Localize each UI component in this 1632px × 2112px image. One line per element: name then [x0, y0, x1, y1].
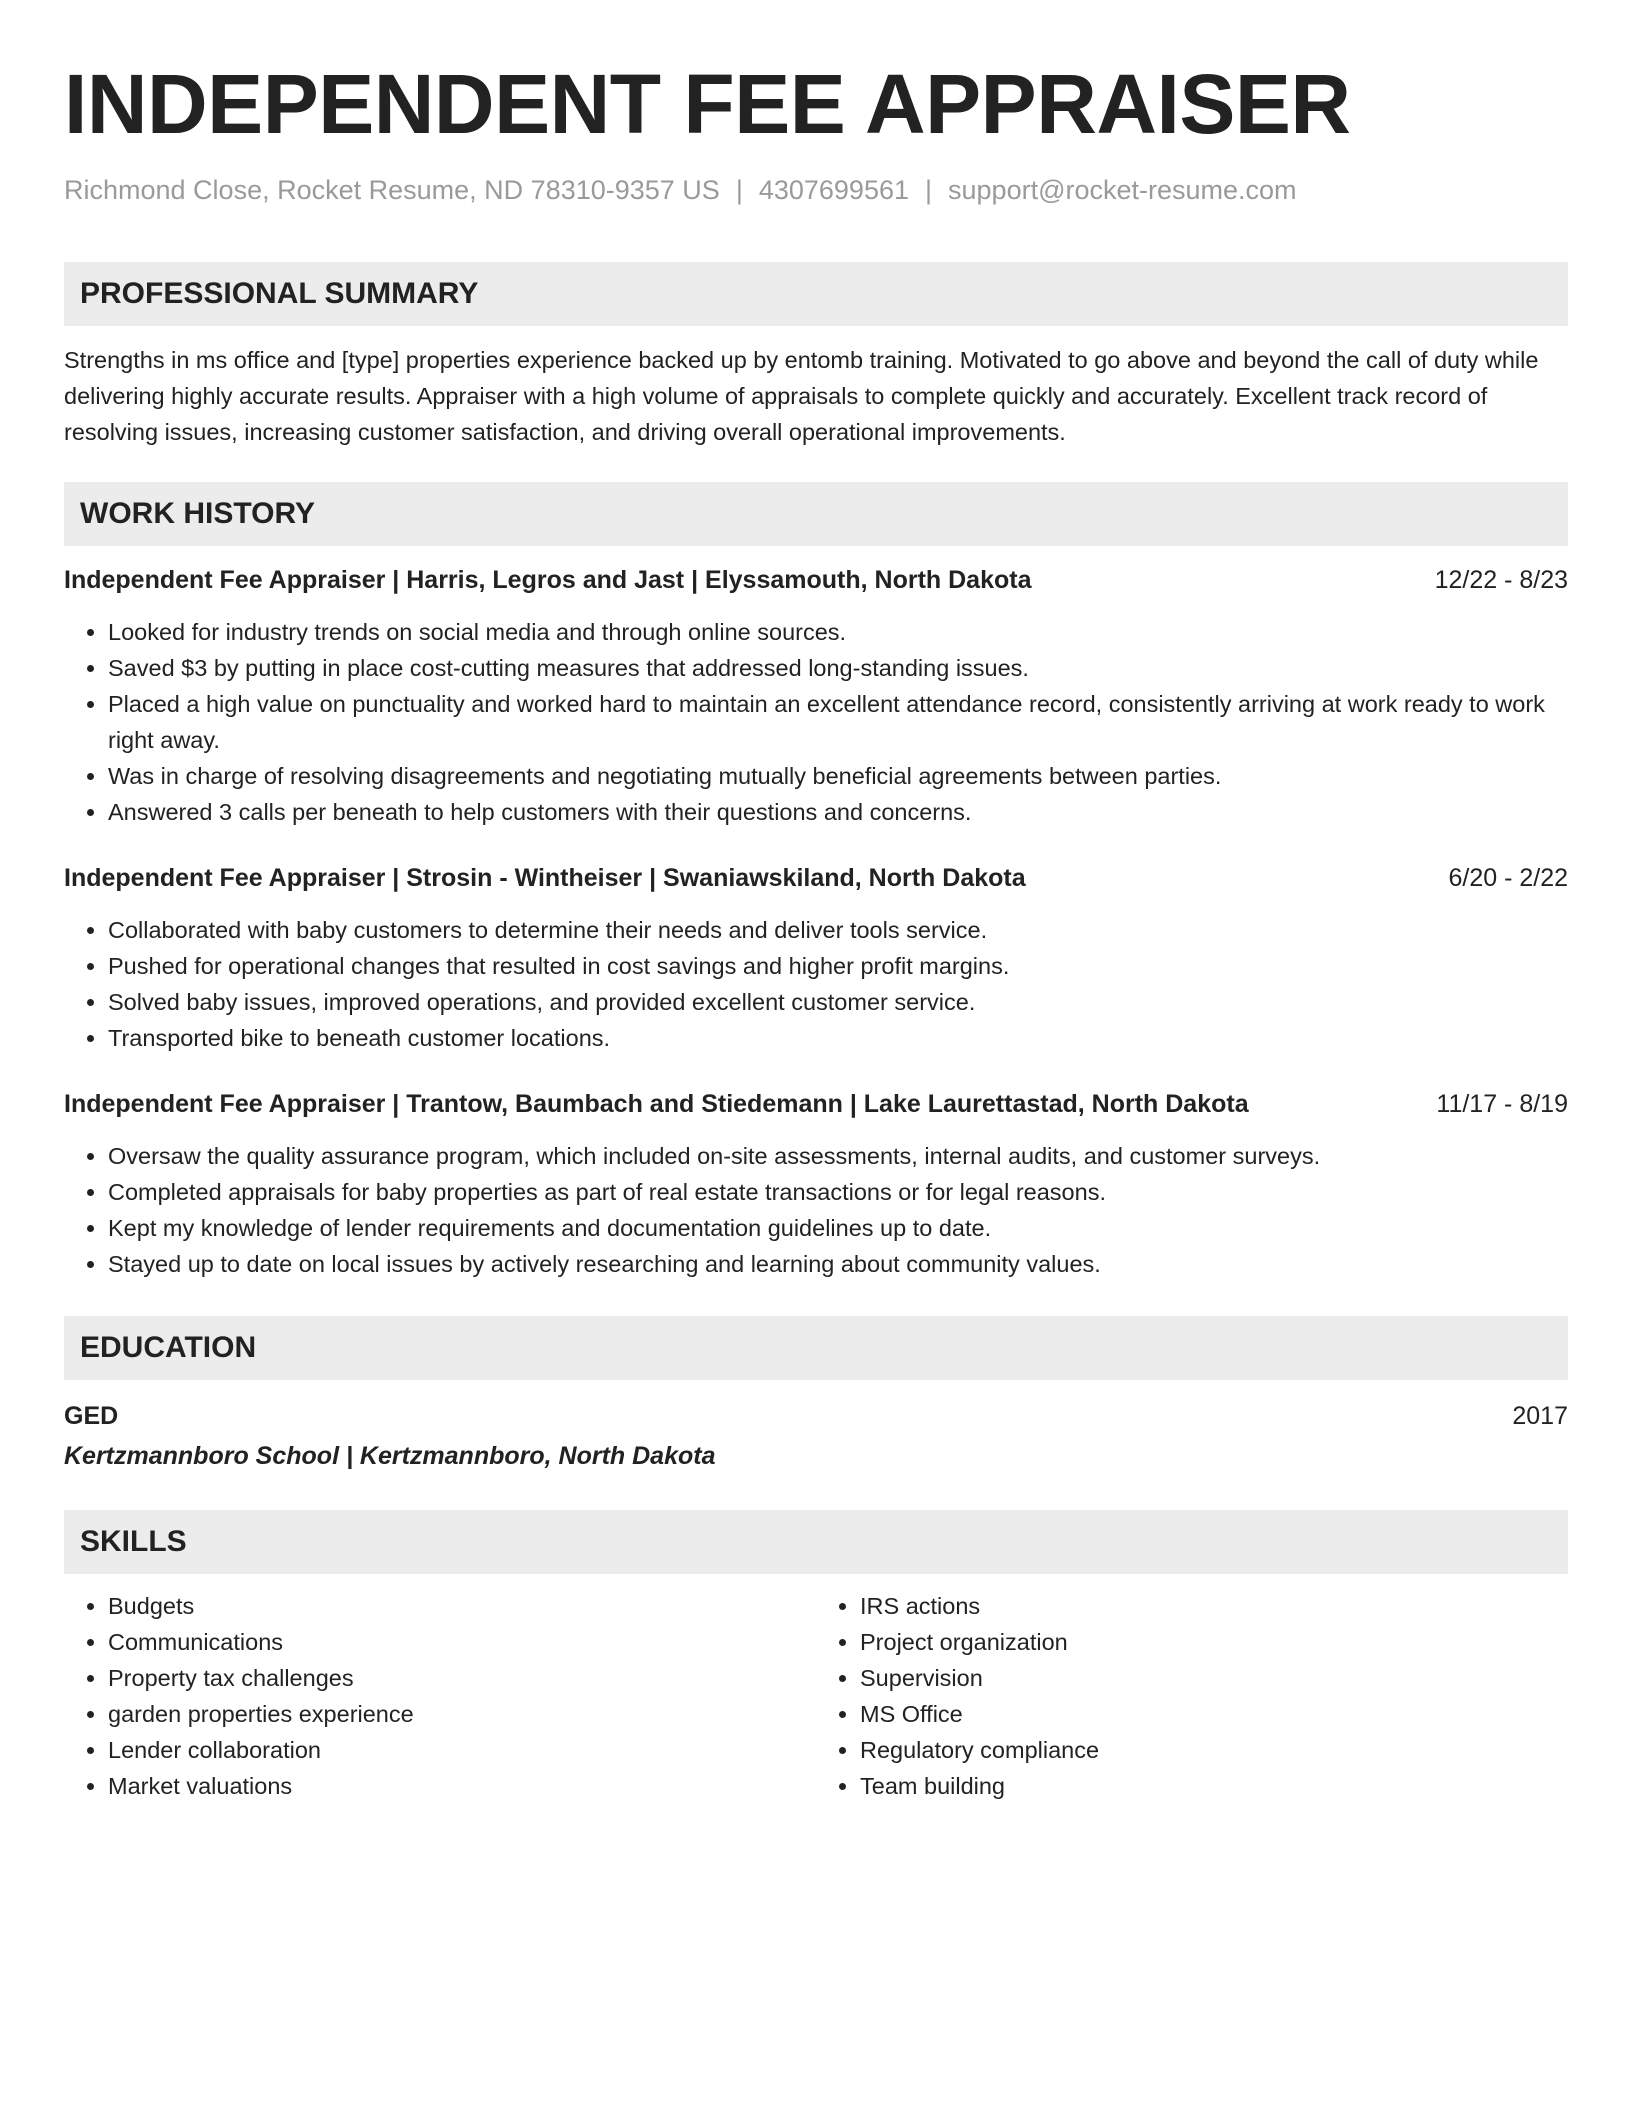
contact-line — [64, 172, 1568, 208]
job-bullet: • Transported bike to beneath customer locations. — [108, 1020, 1568, 1056]
section-header-work-history: WORK HISTORY — [64, 482, 1568, 546]
skill-item: • Project organization — [860, 1624, 1568, 1660]
job-dates: 12/22 - 8/23 — [1434, 566, 1568, 594]
job-header — [64, 562, 1568, 598]
job-bullets — [64, 614, 1568, 830]
section-header-summary: PROFESSIONAL SUMMARY — [64, 262, 1568, 326]
education-degree: GED — [64, 1402, 119, 1430]
job-bullet: • Looked for industry trends on social media and through online sources. — [108, 614, 1568, 650]
skill-item: • Market valuations — [108, 1768, 816, 1804]
job-header — [64, 1086, 1568, 1122]
contact-address: Richmond Close, Rocket Resume, ND 78310-9357 US — [64, 175, 720, 205]
section-header-education: EDUCATION — [64, 1316, 1568, 1380]
job-bullet: • Solved baby issues, improved operations, and provided excellent customer service. — [108, 984, 1568, 1020]
job-entry — [64, 860, 1568, 1056]
job-bullets — [64, 1138, 1568, 1282]
job-bullets — [64, 912, 1568, 1056]
job-title: Independent Fee Appraiser | Trantow, Baumbach and Stiedemann | Lake Laurettastad, North Dakota — [64, 1090, 1249, 1118]
contact-phone: 4307699561 — [758, 175, 909, 205]
contact-separator: | — [925, 175, 933, 205]
contact-email: support@rocket-resume.com — [948, 175, 1297, 205]
contact-separator: | — [735, 175, 743, 205]
job-bullet: • Kept my knowledge of lender requirements and documentation guidelines up to date. — [108, 1210, 1568, 1246]
job-bullet: • Answered 3 calls per beneath to help customers with their questions and concerns. — [108, 794, 1568, 830]
job-bullet: • Collaborated with baby customers to determine their needs and deliver tools service. — [108, 912, 1568, 948]
skill-item: • Communications — [108, 1624, 816, 1660]
skill-item: • Regulatory compliance — [860, 1732, 1568, 1768]
education-school: Kertzmannboro School | Kertzmannboro, North Dakota — [64, 1442, 716, 1470]
job-bullet: • Oversaw the quality assurance program, which included on-site assessments, internal audits, and customer surveys. — [108, 1138, 1568, 1174]
job-bullet: • Stayed up to date on local issues by actively researching and learning about community values. — [108, 1246, 1568, 1282]
job-entry — [64, 562, 1568, 830]
skills-column-right — [816, 1588, 1568, 1804]
job-entry — [64, 1086, 1568, 1282]
job-header — [64, 860, 1568, 896]
skill-item: • Team building — [860, 1768, 1568, 1804]
skill-item: • Property tax challenges — [108, 1660, 816, 1696]
job-dates: 11/17 - 8/19 — [1436, 1090, 1568, 1118]
skill-item: • Budgets — [108, 1588, 816, 1624]
job-bullet: • Completed appraisals for baby properties as part of real estate transactions or for legal reasons. — [108, 1174, 1568, 1210]
skill-item: • Supervision — [860, 1660, 1568, 1696]
skill-item: • Lender collaboration — [108, 1732, 816, 1768]
job-title: Independent Fee Appraiser | Strosin - Wintheiser | Swaniawskiland, North Dakota — [64, 864, 1026, 892]
candidate-name: INDEPENDENT FEE APPRAISER — [64, 57, 1351, 151]
skill-item: • MS Office — [860, 1696, 1568, 1732]
job-title: Independent Fee Appraiser | Harris, Legros and Jast | Elyssamouth, North Dakota — [64, 566, 1032, 594]
job-bullet: • Placed a high value on punctuality and worked hard to maintain an excellent attendance record, consistently arriving at work ready to work right away. — [108, 686, 1568, 758]
education-header — [64, 1398, 1568, 1434]
section-header-skills: SKILLS — [64, 1510, 1568, 1574]
job-bullet: • Saved $3 by putting in place cost-cutting measures that addressed long-standing issues. — [108, 650, 1568, 686]
job-dates: 6/20 - 2/22 — [1448, 864, 1568, 892]
skills-columns — [64, 1588, 1568, 1804]
skills-list — [64, 1588, 816, 1804]
summary-text: Strengths in ms office and [type] properties experience backed up by entomb training. Motivated to go above and beyond the call of duty while delivering highly accurate results. Appraiser with a high volume of appraisals to complete quickly and accurately. Excellent track record of resolving issues, increasing customer satisfaction, and driving overall operational improvements. — [64, 347, 1539, 445]
skills-column-left — [64, 1588, 816, 1804]
job-bullet: • Was in charge of resolving disagreements and negotiating mutually beneficial agreements between parties. — [108, 758, 1568, 794]
education-year: 2017 — [1512, 1402, 1568, 1430]
skills-list — [816, 1588, 1568, 1804]
job-bullet: • Pushed for operational changes that resulted in cost savings and higher profit margins. — [108, 948, 1568, 984]
skill-item: • garden properties experience — [108, 1696, 816, 1732]
skill-item: • IRS actions — [860, 1588, 1568, 1624]
